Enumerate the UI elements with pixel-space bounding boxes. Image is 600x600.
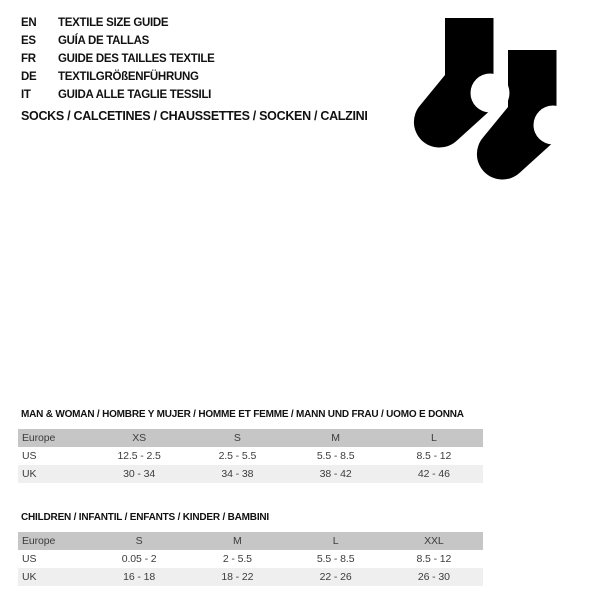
size-table: [18, 532, 483, 586]
size-value: 5.5 - 8.5: [316, 553, 355, 565]
size-table-children: [18, 511, 483, 586]
column-header-region: Europe: [22, 535, 56, 547]
category-title: SOCKS / CALCETINES / CHAUSSETTES / SOCKEN / CALZINI: [21, 109, 368, 123]
size-value: 30 - 34: [123, 468, 156, 480]
size-value: 22 - 26: [319, 571, 352, 583]
language-code: FR: [21, 53, 36, 65]
language-row-fr: [21, 50, 215, 68]
language-code: DE: [21, 71, 37, 83]
language-code: ES: [21, 35, 36, 47]
language-label: GUIDE DES TAILLES TEXTILE: [58, 53, 215, 65]
size-value: 38 - 42: [319, 468, 352, 480]
language-code: IT: [21, 89, 31, 101]
row-label: UK: [22, 468, 37, 480]
table-header-row: [18, 532, 483, 550]
language-row-en: [21, 14, 215, 32]
row-label: US: [22, 450, 37, 462]
column-header-size: S: [233, 432, 241, 444]
size-value: 42 - 46: [417, 468, 450, 480]
size-value: 34 - 38: [221, 468, 254, 480]
column-header-size: L: [431, 432, 437, 444]
size-value: 8.5 - 12: [416, 553, 452, 565]
size-value: 26 - 30: [417, 571, 450, 583]
size-value: 5.5 - 8.5: [316, 450, 355, 462]
column-header-size: XXL: [424, 535, 444, 547]
row-label: US: [22, 553, 37, 565]
column-header-size: S: [135, 535, 143, 547]
socks-icon: [412, 18, 577, 184]
size-table-man-woman: [18, 408, 483, 483]
column-header-region: Europe: [22, 432, 56, 444]
language-code: EN: [21, 17, 37, 29]
table-row-us: [18, 550, 483, 568]
language-row-de: [21, 68, 215, 86]
column-header-size: L: [332, 535, 339, 547]
table-row-uk: [18, 465, 483, 483]
table-header-row: [18, 429, 483, 447]
column-header-size: XS: [132, 432, 147, 444]
language-row-es: [21, 32, 215, 50]
size-value: 16 - 18: [123, 571, 156, 583]
size-value: 8.5 - 12: [416, 450, 452, 462]
language-label: TEXTILGRÖßENFÜHRUNG: [58, 71, 199, 83]
size-value: 0.05 - 2: [121, 553, 157, 565]
language-label: GUÍA DE TALLAS: [58, 35, 149, 47]
language-label: TEXTILE SIZE GUIDE: [58, 17, 169, 29]
table-title: CHILDREN / INFANTIL / ENFANTS / KINDER / BAMBINI: [21, 512, 269, 523]
size-value: 2 - 5.5: [222, 553, 252, 565]
column-header-size: M: [331, 432, 340, 444]
size-value: 18 - 22: [221, 571, 254, 583]
row-label: UK: [22, 571, 37, 583]
language-row-it: [21, 86, 215, 104]
table-row-uk: [18, 568, 483, 586]
size-table: [18, 429, 483, 483]
language-list: [21, 14, 215, 104]
table-row-us: [18, 447, 483, 465]
language-label: GUIDA ALLE TAGLIE TESSILI: [58, 89, 212, 101]
size-value: 2.5 - 5.5: [218, 450, 257, 462]
table-title: MAN & WOMAN / HOMBRE Y MUJER / HOMME ET FEMME / MANN UND FRAU / UOMO E DONNA: [21, 409, 464, 420]
column-header-size: M: [233, 535, 242, 547]
size-value: 12.5 - 2.5: [117, 450, 161, 462]
